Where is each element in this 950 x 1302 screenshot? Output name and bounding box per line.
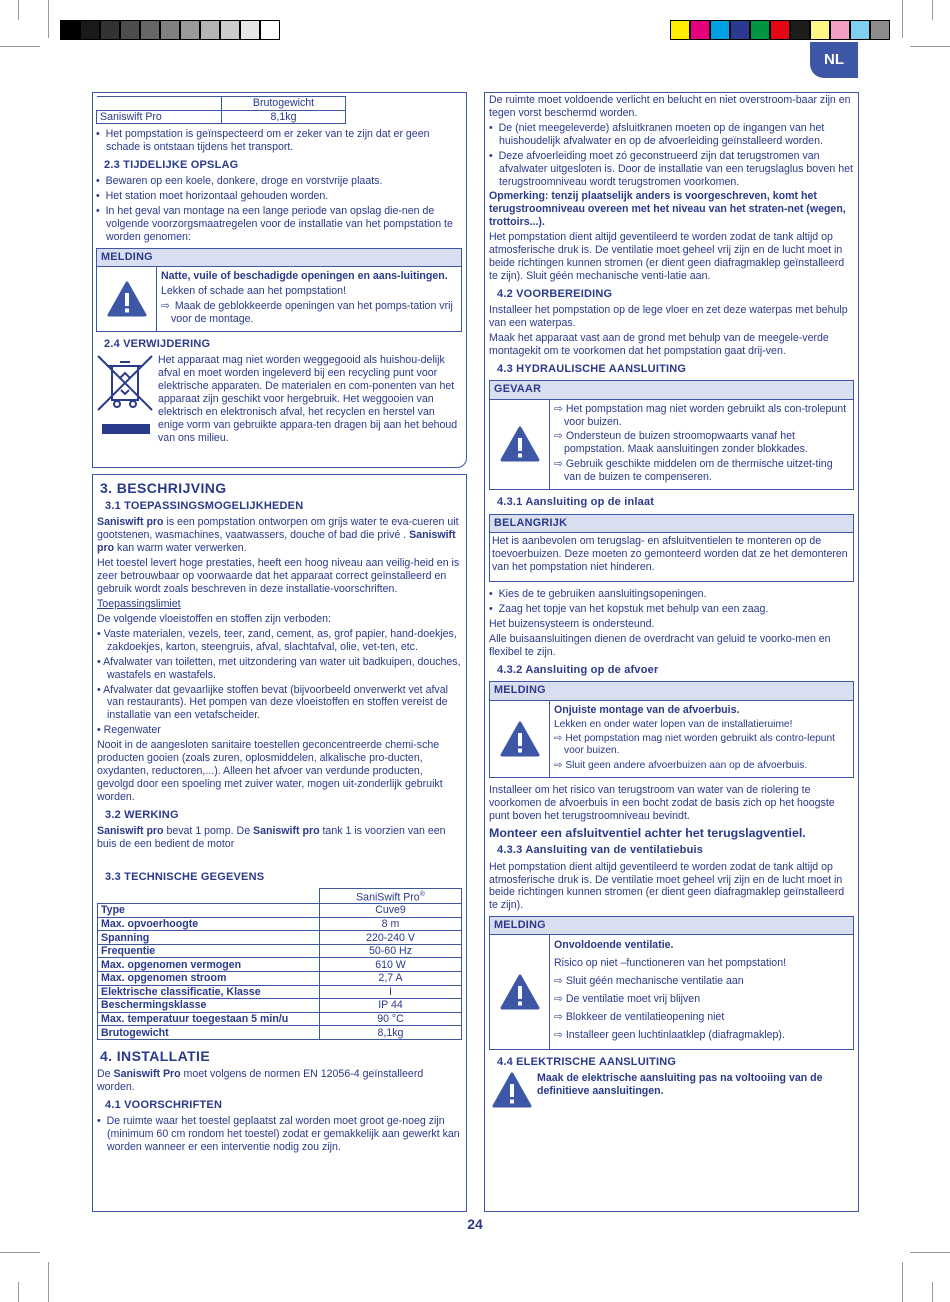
- arrow-right-icon: ⇨: [554, 993, 563, 1006]
- color-swatch: [690, 20, 710, 40]
- warning-icon: [490, 400, 550, 490]
- paragraph-4: De Saniswift Pro moet volgens de normen EN 12056-4 geïnstalleerd worden.: [97, 1068, 424, 1093]
- heading-3-1: 3.1 TOEPASSINGSMOGELIJKHEDEN: [105, 500, 304, 513]
- tech-row-label: Frequentie: [98, 944, 320, 958]
- storage-bullet: • In het geval van montage na een lange periode van opslag die-nen de volgende voorzorgsmaatregelen voor de installatie van het pompstation te worden genomen:: [96, 205, 453, 244]
- tech-row-value: IP 44: [320, 999, 462, 1013]
- storage-bullet: • Het station moet horizontaal gehouden worden.: [96, 190, 329, 203]
- electrical-note: Maak de elektrische aansluiting pas na voltooiing van de definitieve aansluitingen.: [537, 1072, 823, 1098]
- notice-line: ⇨ Het pompstation mag niet worden gebruikt als contro-lepunt voor buizen.: [554, 733, 835, 757]
- heading-4-3-1: 4.3.1 Aansluiting op de inlaat: [497, 496, 655, 509]
- tech-row-label: Max. opgenomen stroom: [98, 972, 320, 986]
- tech-table-row: [98, 958, 462, 972]
- notice-line: ⇨ Sluit geen andere afvoerbuizen aan op de afvoerbuis.: [554, 759, 808, 771]
- tech-table-row: [98, 1026, 462, 1040]
- tech-row-label: Max. temperatuur toegestaan 5 min/u: [98, 1012, 320, 1026]
- color-swatch: [670, 20, 690, 40]
- arrow-right-icon: ⇨: [554, 733, 563, 744]
- paragraph-4-2-b: Maak het apparaat vast aan de grond met behulp van de meegele-verde montagekit om te voorkomen dat het pompstation gaat drij-ven.: [489, 332, 829, 358]
- limit-item: • Regenwater: [97, 724, 161, 737]
- drain-bullet: • Deze afvoerleiding moet zó geconstrueerd zijn dat terugstromen van afvalwater uitgesloten is. Door de installatie van een terugslaglus boven het terugstroomniveau wordt terugstromen voorkomen.: [489, 149, 853, 188]
- danger-label: GEVAAR: [490, 381, 853, 399]
- heading-2-4: 2.4 VERWIJDERING: [104, 337, 211, 350]
- color-swatch: [730, 20, 750, 40]
- storage-bullet: • Bewaren op een koele, donkere, droge en vorstvrije plaats.: [96, 175, 383, 188]
- gray-swatch: [120, 20, 140, 40]
- notice-line: Lekken of schade aan het pompstation!: [161, 285, 346, 298]
- tech-table-row: [98, 944, 462, 958]
- warning-icon: [489, 1072, 535, 1108]
- color-swatch: [750, 20, 770, 40]
- arrow-right-icon: ⇨: [554, 975, 563, 988]
- arrow-right-icon: ⇨: [554, 1028, 563, 1041]
- tech-row-value: 220-240 V: [320, 931, 462, 945]
- gray-swatch: [260, 20, 280, 40]
- tech-row-value: 90 °C: [320, 1012, 462, 1026]
- ventilation-paragraph: Het pompstation dient altijd geventileerd te worden zodat de tank altijd op atmosferische druk is. De ventilatie moet geheel vrij zijn en de lucht moet in beide richtingen kunnen stromen (er dient geen diafragmaklep geïnstalleerd te zijn). Sluit géén mechanische venti-latie aan.: [489, 231, 845, 282]
- notice-line: ⇨ De ventilatie moet vrij blijven: [554, 993, 701, 1006]
- limit-item: • Vaste materialen, vezels, teer, zand, cement, as, grof papier, hand-doekjes, zakdoekjes, karton, steengruis, afval, slachtafval, olie, vet-ten, etc.: [97, 627, 457, 653]
- notice-box-vent: [489, 916, 854, 1050]
- tech-row-value: 8,1kg: [320, 1026, 462, 1040]
- limit-intro: De volgende vloeistoffen en stoffen zijn verboden:: [97, 612, 332, 625]
- paragraph-space: De ruimte moet voldoende verlicht en belucht en niet overstroom-baar zijn en tegen vorst beschermd worden.: [489, 94, 851, 119]
- weee-bin-icon: [96, 354, 156, 446]
- backflow-note: Opmerking: tenzij plaatselijk anders is voorgeschreven, komt het terugstroomniveau overeen met het niveau van het straten-net (wegen, trottoirs...).: [489, 190, 846, 229]
- notice-title: Natte, vuile of beschadigde openingen en aans-luitingen.: [161, 270, 448, 283]
- tech-table-row: [98, 999, 462, 1013]
- gray-swatch: [60, 20, 80, 40]
- tech-table-row: [98, 1012, 462, 1026]
- weight-table: [96, 96, 346, 124]
- arrow-right-icon: ⇨: [554, 1011, 563, 1024]
- left-top-section: [92, 92, 467, 468]
- gray-swatch: [200, 20, 220, 40]
- language-tab: NL: [810, 42, 858, 78]
- vent-pipe-paragraph: Het pompstation dient altijd geventileerd te worden zodat de tank altijd op atmosferische druk is. De ventilatie moet geheel vrij zijn en de lucht moet in beide richtingen kunnen stromen (er dient geen diafragmaklep geïnstalleerd te zijn).: [489, 860, 845, 912]
- notice-label: MELDING: [490, 917, 853, 935]
- color-swatch: [810, 20, 830, 40]
- heading-4-2: 4.2 VOORBEREIDING: [497, 287, 613, 300]
- color-swatch: [770, 20, 790, 40]
- inlet-bullet: • Kies de te gebruiken aansluitingsopeningen.: [489, 588, 707, 601]
- warning-icon: [490, 701, 550, 778]
- right-section: [484, 92, 859, 1212]
- color-swatch: [790, 20, 810, 40]
- heading-4: 4. INSTALLATIE: [100, 1047, 211, 1064]
- important-box: [489, 514, 854, 583]
- inlet-bullet: • Zaag het topje van het kopstuk met behulp van een zaag.: [489, 603, 769, 616]
- valve-emphasis: Monteer een afsluitventiel achter het terugslagventiel.: [489, 826, 806, 841]
- tech-row-value: I: [320, 985, 462, 999]
- arrow-right-icon: ⇨: [554, 458, 563, 471]
- heading-3-3: 3.3 TECHNISCHE GEGEVENS: [105, 871, 265, 884]
- inlet-paragraph: Het buizensysteem is ondersteund.: [489, 618, 655, 631]
- heading-4-3-2: 4.3.2 Aansluiting op de afvoer: [497, 664, 659, 677]
- notice-line: Lekken en onder water lopen van de installatieruime!: [554, 718, 793, 730]
- danger-line: ⇨ Gebruik geschikte middelen om de thermische uitzet-ting van de buizen te compenseren.: [554, 458, 833, 484]
- inlet-paragraph: Alle buisaansluitingen dienen de overdracht van geluid te voorko-men en flexibel te zijn.: [489, 633, 831, 659]
- notice-line: ⇨ Installeer geen luchtinlaatklep (diafragmaklep).: [554, 1028, 785, 1041]
- tech-table-row: [98, 985, 462, 999]
- warning-icon: [97, 267, 157, 331]
- paragraph-3-1-end: Nooit in de aangesloten sanitaire toestellen geconcentreerde chemi-sche producten gooien (zoals zuren, oplosmiddelen, alkalische pro-ducten, oxydanten, reductoren,...). Alleen het afvoer van verdunde producten, gevolgd door een spoeling met zuiver water, mogen uit-zonderlijk gebruikt worden.: [97, 739, 443, 803]
- gray-swatch: [240, 20, 260, 40]
- danger-line: ⇨ Het pompstation mag niet worden gebruikt als con-trolepunt voor buizen.: [554, 402, 847, 428]
- tech-table-row: [98, 972, 462, 986]
- danger-box: [489, 380, 854, 490]
- important-label: BELANGRIJK: [490, 515, 853, 533]
- tech-row-value: 610 W: [320, 958, 462, 972]
- arrow-right-icon: ⇨: [161, 300, 170, 313]
- important-text: Het is aanbevolen om terugslag- en afsluitventielen te monteren op de toevoerbuizen. Deze moeten zo gemonteerd worden dat ze het demonteren van het pompstation niet hinderen.: [492, 534, 848, 573]
- tech-row-label: Elektrische classificatie, Klasse: [98, 985, 320, 999]
- limit-title: Toepassingslimiet: [97, 598, 181, 611]
- tech-row-label: Spanning: [98, 931, 320, 945]
- tech-row-label: Type: [98, 904, 320, 918]
- warning-icon: [490, 935, 550, 1048]
- tech-row-value: Cuve9: [320, 904, 462, 918]
- paragraph-4-1: • De ruimte waar het toestel geplaatst zal worden moet groot ge-noeg zijn (minimum 60 cm rondom het toestel) zodat er gemakkelijk aan gewerkt kan worden wanneer er een interventie nodig zou zijn.: [97, 1115, 460, 1154]
- valve-bullet: • De (niet meegeleverde) afsluitkranen moeten op de ingangen van het huishoudelijk afvalwater en op de afvoerleiding geïnstalleerd worden.: [489, 121, 825, 147]
- notice-line: ⇨ Blokkeer de ventilatieopening niet: [554, 1011, 725, 1024]
- paragraph-3-2: Saniswift pro bevat 1 pomp. De Saniswift pro tank 1 is voorzien van een buis de een bedient de motor: [97, 825, 446, 851]
- gray-swatch: [140, 20, 160, 40]
- paragraph-3-1: Saniswift pro is een pompstation ontworpen om grijs water te eva-cueren uit gootstenen, wasmachines, vaatwassers, douche of bad die privé . Saniswift pro kan warm water verwerken.: [97, 516, 459, 555]
- arrow-right-icon: ⇨: [554, 402, 563, 415]
- notice-box-drain: [489, 681, 854, 778]
- notice-title: Onjuiste montage van de afvoerbuis.: [554, 703, 740, 716]
- gray-swatch: [180, 20, 200, 40]
- heading-4-1: 4.1 VOORSCHRIFTEN: [105, 1098, 223, 1111]
- arrow-right-icon: ⇨: [554, 759, 563, 771]
- color-swatch: [710, 20, 730, 40]
- weight-table-value: 8,1kg: [222, 110, 346, 124]
- gray-swatch: [100, 20, 120, 40]
- tech-row-label: Brutogewicht: [98, 1026, 320, 1040]
- tech-row-value: 8 m: [320, 917, 462, 931]
- heading-4-4: 4.4 ELEKTRISCHE AANSLUITING: [497, 1055, 677, 1068]
- tech-row-value: 50-60 Hz: [320, 944, 462, 958]
- heading-2-3: 2.3 TIJDELIJKE OPSLAG: [104, 159, 239, 172]
- notice-title: Onvoldoende ventilatie.: [554, 939, 674, 952]
- color-swatch: [830, 20, 850, 40]
- heading-3: 3. BESCHRIJVING: [100, 480, 227, 496]
- tech-table: [97, 888, 462, 1040]
- arrow-right-icon: ⇨: [554, 430, 563, 443]
- tech-row-label: Beschermingsklasse: [98, 999, 320, 1013]
- bullet-inspected: • Het pompstation is geïnspecteerd om er zeker van te zijn dat er geen schade is ontstaan tijdens het transport.: [96, 128, 430, 154]
- notice-line: ⇨ Sluit géén mechanische ventilatie aan: [554, 975, 744, 988]
- tech-table-row: [98, 917, 462, 931]
- color-swatch: [870, 20, 890, 40]
- page-number: 24: [467, 1216, 483, 1232]
- gray-swatch: [160, 20, 180, 40]
- tech-row-label: Max. opvoerhoogte: [98, 917, 320, 931]
- paragraph-3-1-b: Het toestel levert hoge prestaties, heeft een hoog niveau aan veilig-heid en is zeer betrouwbaar op voorwaarde dat het apparaat correct geïnstalleerd en gebruik wordt zoals beschreven in deze installatie-voorschriften.: [97, 557, 460, 596]
- disposal-text: Het apparaat mag niet worden weggegooid als huishou-delijk afval en moet worden ingeleverd bij een recycling punt voor elektrische apparaten. De materialen en com-ponenten van het apparaat zijn geschikt voor hergebruik. Het weggooien van elektrisch en elektronisch afval, het recyclen en herstel van enige vorm van gebruikte appara-ten dragen bij aan het behoud van ons milieu.: [158, 354, 458, 444]
- left-bottom-section: [92, 474, 467, 1212]
- gray-swatch: [80, 20, 100, 40]
- heading-4-3: 4.3 HYDRAULISCHE AANSLUITING: [497, 363, 687, 375]
- heading-4-3-3: 4.3.3 Aansluiting van de ventilatiebuis: [497, 844, 704, 857]
- weight-table-label: Saniswift Pro: [97, 110, 222, 124]
- gray-swatch: [220, 20, 240, 40]
- drain-paragraph: Installeer om het risico van terugstroom van water van de riolering te voorkomen de afvoerbuis in een bocht zodat de basis zich op het hoogste punt boven het terugstroomniveau bevindt.: [489, 784, 835, 823]
- notice-line: ⇨ Maak de geblokkeerde openingen van het pomps-tation vrij voor de montage.: [161, 300, 453, 325]
- tech-table-row: [98, 904, 462, 918]
- notice-label: MELDING: [97, 249, 461, 267]
- tech-table-row: [98, 931, 462, 945]
- danger-line: ⇨ Ondersteun de buizen stroomopwaarts vanaf het pompstation. Maak aansluitingen zonder blokkades.: [554, 430, 808, 456]
- notice-label: MELDING: [490, 682, 853, 700]
- notice-line: Risico op niet –functioneren van het pompstation!: [554, 957, 787, 970]
- limit-item: • Afvalwater dat gevaarlijke stoffen bevat (bijvoorbeeld onverwerkt vet afval van restaurants). Het pompen van deze vloeistoffen en stoffen vereist de installatie van een vetafscheider.: [97, 683, 448, 722]
- tech-row-value: 2,7 A: [320, 972, 462, 986]
- notice-box-storage: [96, 248, 462, 332]
- tech-table-header: SaniSwift Pro®: [320, 888, 462, 904]
- limit-item: • Afvalwater van toiletten, met uitzondering van water uit badkuipen, douches, wastafels en wastafels.: [97, 655, 461, 681]
- color-swatch: [850, 20, 870, 40]
- tech-row-label: Max. opgenomen vermogen: [98, 958, 320, 972]
- paragraph-4-2-a: Installeer het pompstation op de lege vloer en zet deze waterpas met behulp van een waterpas.: [489, 304, 848, 330]
- weight-table-header: Brutogewicht: [222, 97, 346, 111]
- heading-3-2: 3.2 WERKING: [105, 808, 179, 821]
